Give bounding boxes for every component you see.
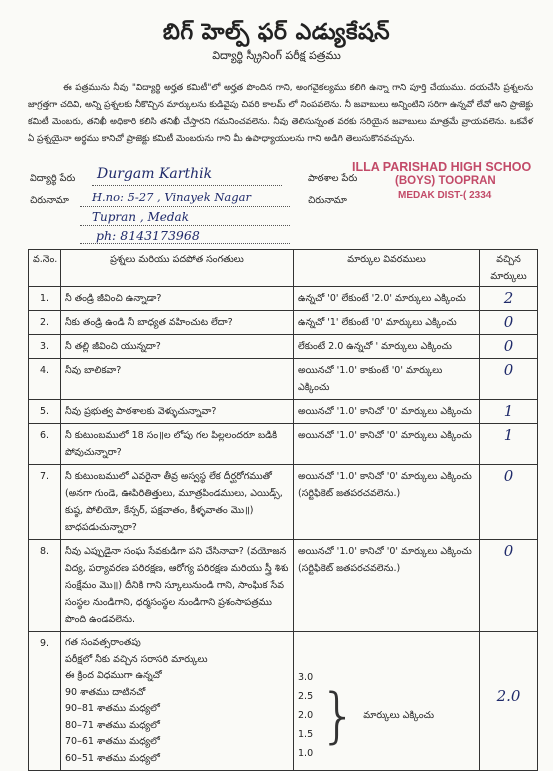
- row-marks-details: ఉన్నచో '1' లేకుంటే '0' మార్కులు ఎక్కించు: [294, 311, 480, 335]
- row-marks-obtained[interactable]: 1: [480, 424, 538, 465]
- row-marks-details: అయినచో '1.0' కాకుంటే '0' మార్కులు ఎక్కించు: [294, 359, 480, 400]
- row-marks-obtained[interactable]: 0: [480, 359, 538, 400]
- school-stamp-line-2: (BOYS) TOOPRAN: [395, 175, 496, 187]
- row-question: నీకు తండ్రి ఉండి నీ బాధ్యత వహించుట లేదా?: [61, 311, 294, 335]
- address-value-3[interactable]: ph: 8143173968: [96, 228, 200, 243]
- row-marks-obtained[interactable]: 0: [480, 465, 538, 540]
- address-line-3: [80, 243, 290, 244]
- scale-value: 2.0: [298, 710, 314, 721]
- row-number: 2.: [29, 311, 61, 335]
- screening-table: [28, 249, 538, 771]
- table-row: [29, 400, 538, 424]
- row-number: 5.: [29, 400, 61, 424]
- address-line-2: [80, 225, 290, 226]
- question-line: 80–71 శాతము మధ్యలో: [65, 719, 160, 731]
- form-subtitle: విద్యార్థి స్క్రీనింగ్ పరీక్ష పత్రము: [212, 49, 341, 62]
- row-number: 1.: [29, 287, 61, 311]
- row-number: 3.: [29, 335, 61, 359]
- form-title: బిగ్ హెల్ప్ ఫర్ ఎడ్యుకేషన్: [162, 20, 391, 45]
- table-row: [29, 632, 538, 771]
- row-marks-obtained[interactable]: 2.0: [480, 632, 538, 771]
- table-row: [29, 335, 538, 359]
- row-question: [61, 632, 294, 771]
- row-marks-obtained[interactable]: 0: [480, 335, 538, 359]
- student-name-line: [92, 185, 282, 186]
- table-header-row: [29, 250, 538, 287]
- scale-value: 2.5: [298, 691, 314, 702]
- question-line: 90 శాతము దాటినచో: [65, 686, 146, 698]
- question-line: 60–51 శాతము మధ్యలో: [65, 752, 160, 764]
- row-marks-note: (సర్టిఫికెట్ జతపరచవలెను.): [298, 563, 401, 574]
- row-marks-obtained[interactable]: 0: [480, 540, 538, 632]
- marks-scale: [298, 668, 475, 763]
- address-value-1[interactable]: H.no: 5-27 , Vinayek Nagar: [92, 190, 251, 204]
- student-name-label: విద్యార్థి పేరు: [30, 173, 76, 184]
- table-row: [29, 465, 538, 540]
- row-question: నీ తల్లి జీవించి యున్నదా?: [61, 335, 294, 359]
- question-line: ఈ క్రింద విధముగా ఉన్నచో: [65, 670, 162, 681]
- header-serial: వ.నెం.: [29, 250, 61, 287]
- row-question: నీ కుటుంబములో 18 సం॥ల లోపు గల పిల్లలందరూ బడికి పోవుచున్నారా?: [61, 424, 294, 465]
- row-number: 6.: [29, 424, 61, 465]
- table-row: [29, 540, 538, 632]
- row-marks-obtained[interactable]: 1: [480, 400, 538, 424]
- row-number: 7.: [29, 465, 61, 540]
- row-question: నీవు ప్రభుత్వ పాఠశాలకు వెళ్ళుచున్నావా?: [61, 400, 294, 424]
- row-marks-details: ఉన్నచో '0' లేకుంటే '2.0' మార్కులు ఎక్కించు: [294, 287, 480, 311]
- header-marks-details: మార్కుల వివరములు: [294, 250, 480, 287]
- scale-value: 3.0: [298, 672, 314, 683]
- row-marks-rule: అయినచో '1.0' కానిచో '0' మార్కులు ఎక్కించు: [298, 471, 472, 482]
- school-stamp-line-3: MEDAK DIST-( 2334: [398, 190, 492, 201]
- school-name-label: పాఠశాల పేరు: [308, 173, 358, 184]
- row-marks-details: [294, 632, 480, 771]
- question-line: 70–61 శాతము మధ్యలో: [65, 736, 160, 747]
- row-marks-note: (సర్టిఫికెట్ జతపరచవలెను.): [298, 488, 401, 499]
- address-label: చిరునామా: [30, 195, 69, 206]
- row-marks-rule: అయినచో '1.0' కానిచో '0' మార్కులు ఎక్కించు: [298, 546, 472, 557]
- instructions-paragraph: ఈ పత్రమును నీవు "విద్యార్థి అర్హత కమిటీ"లో అర్హత పొందిన గాని, అంగవైకల్యము కలిగి ఉన్నా గాని పూర్తి చేయుము. దయచేసి ప్రశ్నలను జాగ్రత్తగా చదివి, అన్ని ప్రశ్నలకు నీకొచ్చిన మార్కులను కుడివైపు చివరి కాలమ్ లో నింపవలెను. నీ జవాబులు అన్నింటిని సరిగా ఉన్నవో లేవో అని ప్రాజెక్టు కమిటీ మెంబరు, తనిఖీ అధికారి కలిసి తనిఖీ చేస్తారని గమనించవలెను. నీవు తెలిసున్నంత వరకు సరియైన జవాబులు మాత్రమే వ్రాయవలెను. ఒకవేళ ఏ ప్రశ్నయైనా అర్థము కానిచో ప్రాజెక్టు కమిటీ మెంబరును గాని మీ ఉపాధ్యాయులను గాని అడిగి తెలుసుకొనవచ్చును.: [28, 83, 533, 144]
- row-number: 9.: [29, 632, 61, 771]
- question-line: గత సంవత్సరాంతపు: [65, 637, 141, 648]
- scale-values: [298, 668, 313, 763]
- row-marks-obtained[interactable]: 0: [480, 311, 538, 335]
- row-question: నీ తండ్రి జీవించి ఉన్నాడా?: [61, 287, 294, 311]
- address-line-1: [80, 206, 290, 207]
- table-row: [29, 424, 538, 465]
- row-question: నీవు బాలికవా?: [61, 359, 294, 400]
- table-row: [29, 359, 538, 400]
- row-number: 8.: [29, 540, 61, 632]
- row-marks-details: [294, 465, 480, 540]
- brace-icon: }: [319, 680, 358, 751]
- header-question: ప్రశ్నలు మరియు పదపోత సంగతులు: [61, 250, 294, 287]
- school-stamp-line-1: ILLA PARISHAD HIGH SCHOO: [352, 160, 532, 174]
- table-row: [29, 287, 538, 311]
- row-marks-details: లేకుంటే 2.0 ఉన్నచో ' మార్కులు ఎక్కించు: [294, 335, 480, 359]
- row-marks-rule: మార్కులు ఎక్కించు: [363, 710, 435, 721]
- row-marks-obtained[interactable]: 2: [480, 287, 538, 311]
- school-address-label: చిరునామా: [308, 195, 347, 206]
- student-name-value[interactable]: Durgam Karthik: [97, 166, 213, 182]
- row-marks-details: అయినచో '1.0' కానిచో '0' మార్కులు ఎక్కించు: [294, 424, 480, 465]
- row-question: నీ కుటుంబములో ఎవరైనా తీవ్ర అస్వస్థ లేక దీర్ఘరోగముతో (అనగా గుండె, ఊపిరితిత్తులు, మూత్రపిండములు, ఎయిడ్స్, కుష్ఠ, పోలియో, కేన్సర్, పక్షవాతం, కీళ్ళవాతం మొ॥) బాధపడుచున్నారా?: [61, 465, 294, 540]
- header-marks-obtained: వచ్చిన మార్కులు: [480, 250, 538, 287]
- row-number: 4.: [29, 359, 61, 400]
- question-line: పరీక్షలో నీకు వచ్చిన సరాసరి మార్కులు: [65, 653, 208, 665]
- row-marks-details: అయినచో '1.0' కానిచో '0' మార్కులు ఎక్కించు: [294, 400, 480, 424]
- address-value-2[interactable]: Tupran , Medak: [92, 210, 189, 224]
- row-marks-details: [294, 540, 480, 632]
- table-row: [29, 311, 538, 335]
- question-line: 90–81 శాతము మధ్యలో: [65, 703, 160, 714]
- scale-value: 1.0: [298, 748, 314, 759]
- row-question: నీవు ఎప్పుడైనా సంఘ సేవకుడిగా పని చేసినావా? (వయోజన విద్య, పర్యావరణ పరిరక్షణ, ఆరోగ్య పరిరక్షణ మరియు స్త్రీ శిశు సంక్షేమం మొ॥) దీనికి గాని స్కూలునుండి గాని, సాంఘిక సేవ సంస్థల నుండిగాని, ధర్మసంస్థల నుండిగాని ప్రశంసాపత్రము పొంది ఉండవలెను.: [61, 540, 294, 632]
- scale-value: 1.5: [298, 729, 314, 740]
